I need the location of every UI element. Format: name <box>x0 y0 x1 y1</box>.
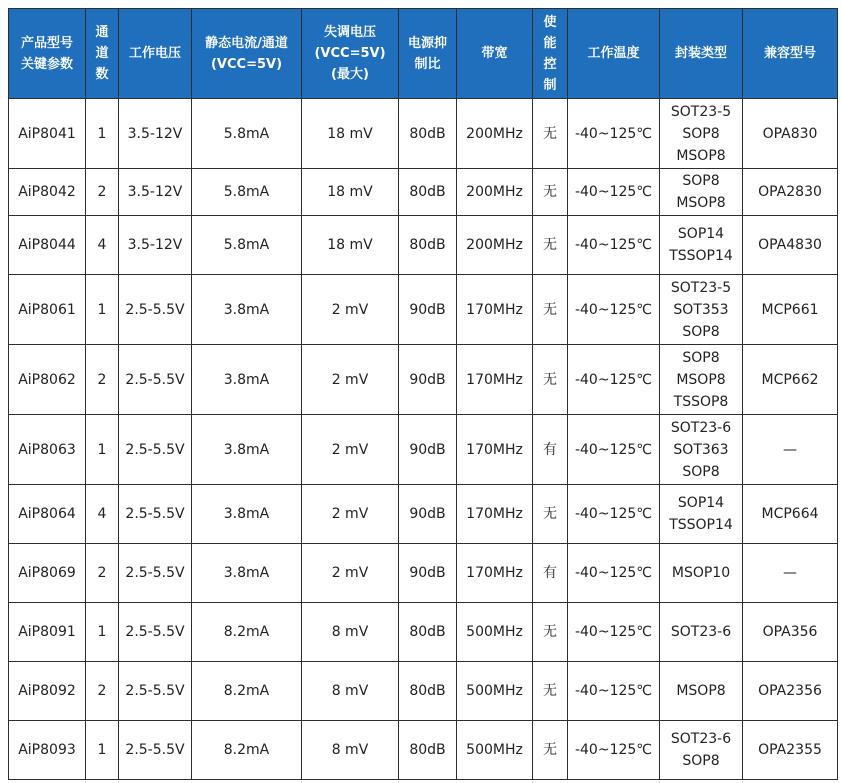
cell-voltage: 3.5-12V <box>119 216 192 275</box>
header-line: 制比 <box>414 56 441 72</box>
cell-compatible: OPA2355 <box>743 721 838 780</box>
cell-psrr: 90dB <box>399 345 457 415</box>
table-row <box>9 99 838 169</box>
cell-voltage: 2.5-5.5V <box>119 345 192 415</box>
cell-voltage: 2.5-5.5V <box>119 544 192 603</box>
package-line: TSSOP14 <box>669 517 733 533</box>
cell-enable: 无 <box>533 275 568 345</box>
cell-enable: 无 <box>533 485 568 544</box>
cell-quiescent-current: 3.8mA <box>192 544 302 603</box>
cell-temperature: -40~125℃ <box>568 216 660 275</box>
cell-quiescent-current: 5.8mA <box>192 169 302 216</box>
cell-psrr: 80dB <box>399 216 457 275</box>
header-line: 道 <box>95 46 109 61</box>
cell-voltage: 2.5-5.5V <box>119 415 192 485</box>
cell-model: AiP8062 <box>9 345 86 415</box>
table-row <box>9 544 838 603</box>
header-line: 失调电压 <box>323 25 376 40</box>
cell-voltage: 3.5-12V <box>119 99 192 169</box>
cell-bandwidth: 170MHz <box>457 275 533 345</box>
header-line: 兼容型号 <box>763 46 816 61</box>
cell-model: AiP8064 <box>9 485 86 544</box>
cell-voltage: 2.5-5.5V <box>119 721 192 780</box>
cell-model: AiP8069 <box>9 544 86 603</box>
package-line: SOT23-6 <box>670 624 732 640</box>
header-line: 电源抑 <box>407 35 447 51</box>
cell-channels: 4 <box>86 485 119 544</box>
cell-offset-voltage: 8 mV <box>302 662 399 721</box>
cell-psrr: 90dB <box>399 275 457 345</box>
table-row <box>9 603 838 662</box>
cell-quiescent-current: 5.8mA <box>192 99 302 169</box>
header-line: 工作电压 <box>128 46 181 61</box>
cell-offset-voltage: 8 mV <box>302 603 399 662</box>
cell-temperature: -40~125℃ <box>568 415 660 485</box>
cell-model: AiP8092 <box>9 662 86 721</box>
header-enable <box>533 9 568 99</box>
cell-offset-voltage: 2 mV <box>302 345 399 415</box>
header-line: 静态电流/通道 <box>205 35 288 51</box>
package-line: MSOP8 <box>676 147 726 164</box>
cell-package <box>660 721 743 780</box>
header-line: 关键参数 <box>20 56 73 72</box>
table-row <box>9 415 838 485</box>
package-line: SOT353 <box>673 301 729 318</box>
header-voltage <box>119 9 192 99</box>
package-line: MSOP8 <box>676 195 726 211</box>
cell-temperature: -40~125℃ <box>568 485 660 544</box>
header-line: 工作温度 <box>587 46 640 61</box>
header-compatible <box>743 9 838 99</box>
cell-package <box>660 275 743 345</box>
cell-temperature: -40~125℃ <box>568 544 660 603</box>
cell-temperature: -40~125℃ <box>568 603 660 662</box>
cell-psrr: 80dB <box>399 99 457 169</box>
package-line: SOP8 <box>682 463 720 480</box>
cell-enable: 无 <box>533 216 568 275</box>
cell-quiescent-current: 3.8mA <box>192 345 302 415</box>
table-row <box>9 662 838 721</box>
cell-compatible: MCP661 <box>743 275 838 345</box>
table-row <box>9 721 838 780</box>
cell-enable: 无 <box>533 99 568 169</box>
header-line: 使 <box>543 14 557 30</box>
cell-channels: 1 <box>86 275 119 345</box>
cell-model: AiP8041 <box>9 99 86 169</box>
cell-voltage: 2.5-5.5V <box>119 275 192 345</box>
header-quiescent-current <box>192 9 302 99</box>
cell-voltage: 2.5-5.5V <box>119 603 192 662</box>
header-row <box>9 9 838 99</box>
cell-package <box>660 216 743 275</box>
table-row <box>9 216 838 275</box>
header-line: 封装类型 <box>674 46 727 61</box>
cell-psrr: 80dB <box>399 662 457 721</box>
cell-channels: 2 <box>86 544 119 603</box>
cell-voltage: 2.5-5.5V <box>119 662 192 721</box>
package-line: MSOP10 <box>671 565 731 581</box>
package-line: SOT363 <box>673 441 729 458</box>
package-line: SOP14 <box>677 226 725 242</box>
cell-channels: 1 <box>86 415 119 485</box>
product-spec-table <box>8 8 838 780</box>
cell-bandwidth: 170MHz <box>457 415 533 485</box>
header-line: 带宽 <box>481 46 508 61</box>
cell-offset-voltage: 18 mV <box>302 216 399 275</box>
cell-psrr: 90dB <box>399 544 457 603</box>
cell-model: AiP8042 <box>9 169 86 216</box>
cell-offset-voltage: 8 mV <box>302 721 399 780</box>
cell-offset-voltage: 2 mV <box>302 275 399 345</box>
cell-package <box>660 99 743 169</box>
cell-quiescent-current: 5.8mA <box>192 216 302 275</box>
cell-psrr: 80dB <box>399 721 457 780</box>
cell-voltage: 3.5-12V <box>119 169 192 216</box>
cell-psrr: 90dB <box>399 415 457 485</box>
cell-quiescent-current: 3.8mA <box>192 275 302 345</box>
cell-package <box>660 662 743 721</box>
cell-package <box>660 345 743 415</box>
table-body <box>9 99 838 780</box>
package-line: SOT23-5 <box>670 279 732 296</box>
cell-offset-voltage: 18 mV <box>302 169 399 216</box>
cell-bandwidth: 500MHz <box>457 662 533 721</box>
cell-quiescent-current: 8.2mA <box>192 662 302 721</box>
header-bandwidth <box>457 9 533 99</box>
cell-enable: 无 <box>533 345 568 415</box>
cell-compatible: MCP662 <box>743 345 838 415</box>
cell-bandwidth: 170MHz <box>457 544 533 603</box>
cell-offset-voltage: 18 mV <box>302 99 399 169</box>
table-row <box>9 485 838 544</box>
cell-compatible: — <box>743 544 838 603</box>
cell-voltage: 2.5-5.5V <box>119 485 192 544</box>
cell-bandwidth: 500MHz <box>457 603 533 662</box>
cell-temperature: -40~125℃ <box>568 169 660 216</box>
cell-channels: 4 <box>86 216 119 275</box>
package-line: SOP8 <box>682 125 720 142</box>
header-line: 控 <box>543 56 557 72</box>
cell-model: AiP8044 <box>9 216 86 275</box>
package-line: SOT23-6 <box>670 731 732 747</box>
header-package <box>660 9 743 99</box>
package-line: MSOP8 <box>676 371 726 388</box>
header-channels <box>86 9 119 99</box>
cell-channels: 2 <box>86 169 119 216</box>
cell-temperature: -40~125℃ <box>568 345 660 415</box>
cell-psrr: 80dB <box>399 169 457 216</box>
cell-bandwidth: 200MHz <box>457 169 533 216</box>
cell-bandwidth: 500MHz <box>457 721 533 780</box>
cell-bandwidth: 170MHz <box>457 485 533 544</box>
cell-bandwidth: 200MHz <box>457 99 533 169</box>
cell-model: AiP8091 <box>9 603 86 662</box>
cell-enable: 无 <box>533 603 568 662</box>
cell-model: AiP8063 <box>9 415 86 485</box>
cell-offset-voltage: 2 mV <box>302 544 399 603</box>
table-row <box>9 275 838 345</box>
package-line: SOP8 <box>682 173 720 189</box>
header-model <box>9 9 86 99</box>
cell-bandwidth: 200MHz <box>457 216 533 275</box>
header-line: (最大) <box>331 67 369 82</box>
cell-compatible: OPA2830 <box>743 169 838 216</box>
cell-quiescent-current: 8.2mA <box>192 603 302 662</box>
cell-compatible: OPA356 <box>743 603 838 662</box>
table-row <box>9 345 838 415</box>
header-line: 制 <box>543 77 557 93</box>
header-psrr <box>399 9 457 99</box>
cell-channels: 1 <box>86 603 119 662</box>
cell-compatible: OPA2356 <box>743 662 838 721</box>
cell-compatible: MCP664 <box>743 485 838 544</box>
cell-model: AiP8093 <box>9 721 86 780</box>
package-line: SOT23-6 <box>670 419 732 436</box>
package-line: SOP8 <box>682 349 720 366</box>
cell-temperature: -40~125℃ <box>568 721 660 780</box>
table-row <box>9 169 838 216</box>
cell-channels: 2 <box>86 345 119 415</box>
cell-compatible: OPA4830 <box>743 216 838 275</box>
cell-enable: 无 <box>533 721 568 780</box>
package-line: TSSOP8 <box>673 393 729 410</box>
package-line: SOP14 <box>677 495 725 511</box>
header-line: (VCC=5V) <box>210 56 283 72</box>
cell-enable: 有 <box>533 544 568 603</box>
header-line: 通 <box>95 25 109 40</box>
cell-temperature: -40~125℃ <box>568 99 660 169</box>
header-line: (VCC=5V) <box>314 46 386 61</box>
cell-psrr: 80dB <box>399 603 457 662</box>
header-line: 能 <box>543 35 557 51</box>
cell-temperature: -40~125℃ <box>568 275 660 345</box>
package-line: SOT23-5 <box>670 103 732 120</box>
package-line: SOP8 <box>682 323 720 340</box>
cell-channels: 1 <box>86 99 119 169</box>
cell-package <box>660 415 743 485</box>
cell-compatible: OPA830 <box>743 99 838 169</box>
cell-quiescent-current: 8.2mA <box>192 721 302 780</box>
cell-bandwidth: 170MHz <box>457 345 533 415</box>
package-line: TSSOP14 <box>669 248 733 264</box>
cell-compatible: — <box>743 415 838 485</box>
cell-enable: 无 <box>533 169 568 216</box>
cell-enable: 无 <box>533 662 568 721</box>
package-line: SOP8 <box>682 753 720 769</box>
cell-offset-voltage: 2 mV <box>302 415 399 485</box>
header-offset-voltage <box>302 9 399 99</box>
cell-channels: 1 <box>86 721 119 780</box>
header-line: 产品型号 <box>20 35 73 51</box>
cell-psrr: 90dB <box>399 485 457 544</box>
cell-quiescent-current: 3.8mA <box>192 485 302 544</box>
cell-channels: 2 <box>86 662 119 721</box>
cell-package <box>660 169 743 216</box>
header-line: 数 <box>95 67 109 82</box>
cell-quiescent-current: 3.8mA <box>192 415 302 485</box>
package-line: MSOP8 <box>676 683 726 699</box>
cell-package <box>660 603 743 662</box>
cell-package <box>660 485 743 544</box>
cell-enable: 有 <box>533 415 568 485</box>
header-temperature <box>568 9 660 99</box>
cell-offset-voltage: 2 mV <box>302 485 399 544</box>
cell-temperature: -40~125℃ <box>568 662 660 721</box>
cell-model: AiP8061 <box>9 275 86 345</box>
cell-package <box>660 544 743 603</box>
